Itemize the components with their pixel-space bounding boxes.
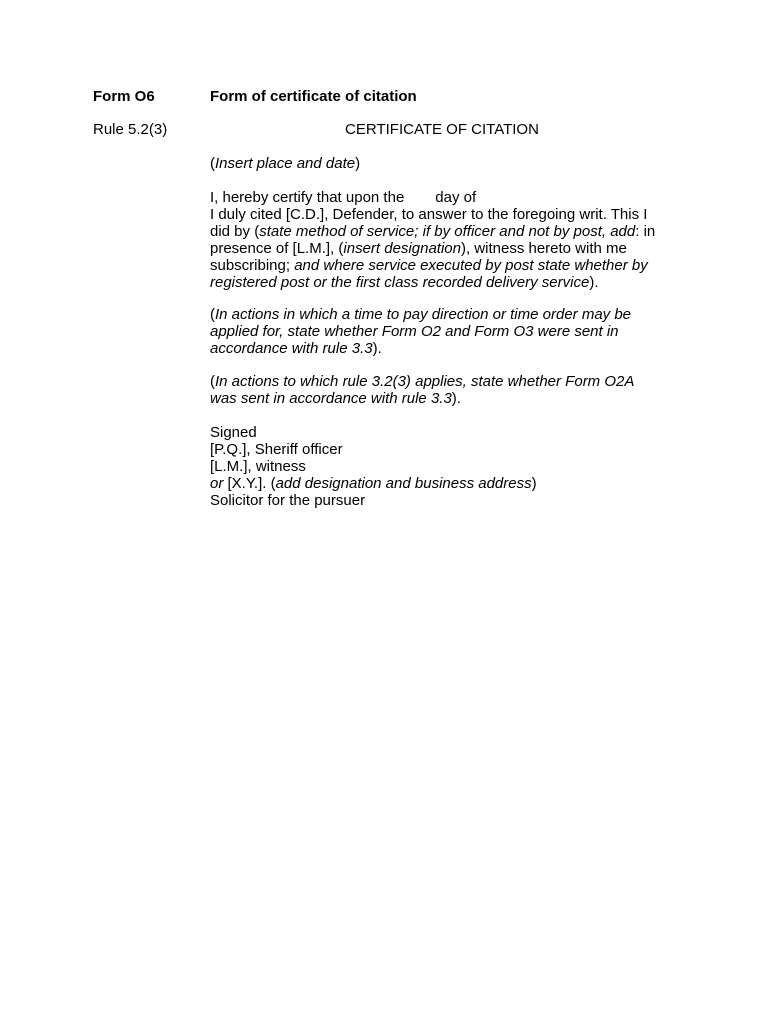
rule-reference: Rule 5.2(3) [93,121,168,138]
time-to-pay-paragraph: (In actions in which a time to pay direction or time order may be applied for, state whether Form O2 and Form O3 were sent in accordance with rule 3.3). [210,306,632,357]
form-title: Form of certificate of citation [210,88,417,105]
place-date-instruction: (Insert place and date) [210,155,361,172]
signed-label: Signed [210,424,257,441]
sheriff-officer-line: [P.Q.], Sheriff officer [210,441,343,458]
solicitor-designation-line: or [X.Y.]. (add designation and business address) [210,475,537,492]
signature-block [210,424,680,509]
rule-322-paragraph: (In actions to which rule 3.2(3) applies, state whether Form O2A was sent in accordance with rule 3.3). [210,373,635,407]
solicitor-line: Solicitor for the pursuer [210,492,366,509]
certification-paragraph: I, hereby certify that upon the day of I duly cited [C.D.], Defender, to answer to the foregoing writ. This I did by (state method of service; if by officer and not by post, add: in presence of [L.M.], (insert designation), witness hereto with me subscribing; and where service executed by post state whether by registered post or the first class recorded delivery service). [210,189,656,291]
witness-line: [L.M.], witness [210,458,306,475]
certificate-heading: CERTIFICATE OF CITATION [345,121,539,138]
form-number: Form O6 [93,88,155,105]
